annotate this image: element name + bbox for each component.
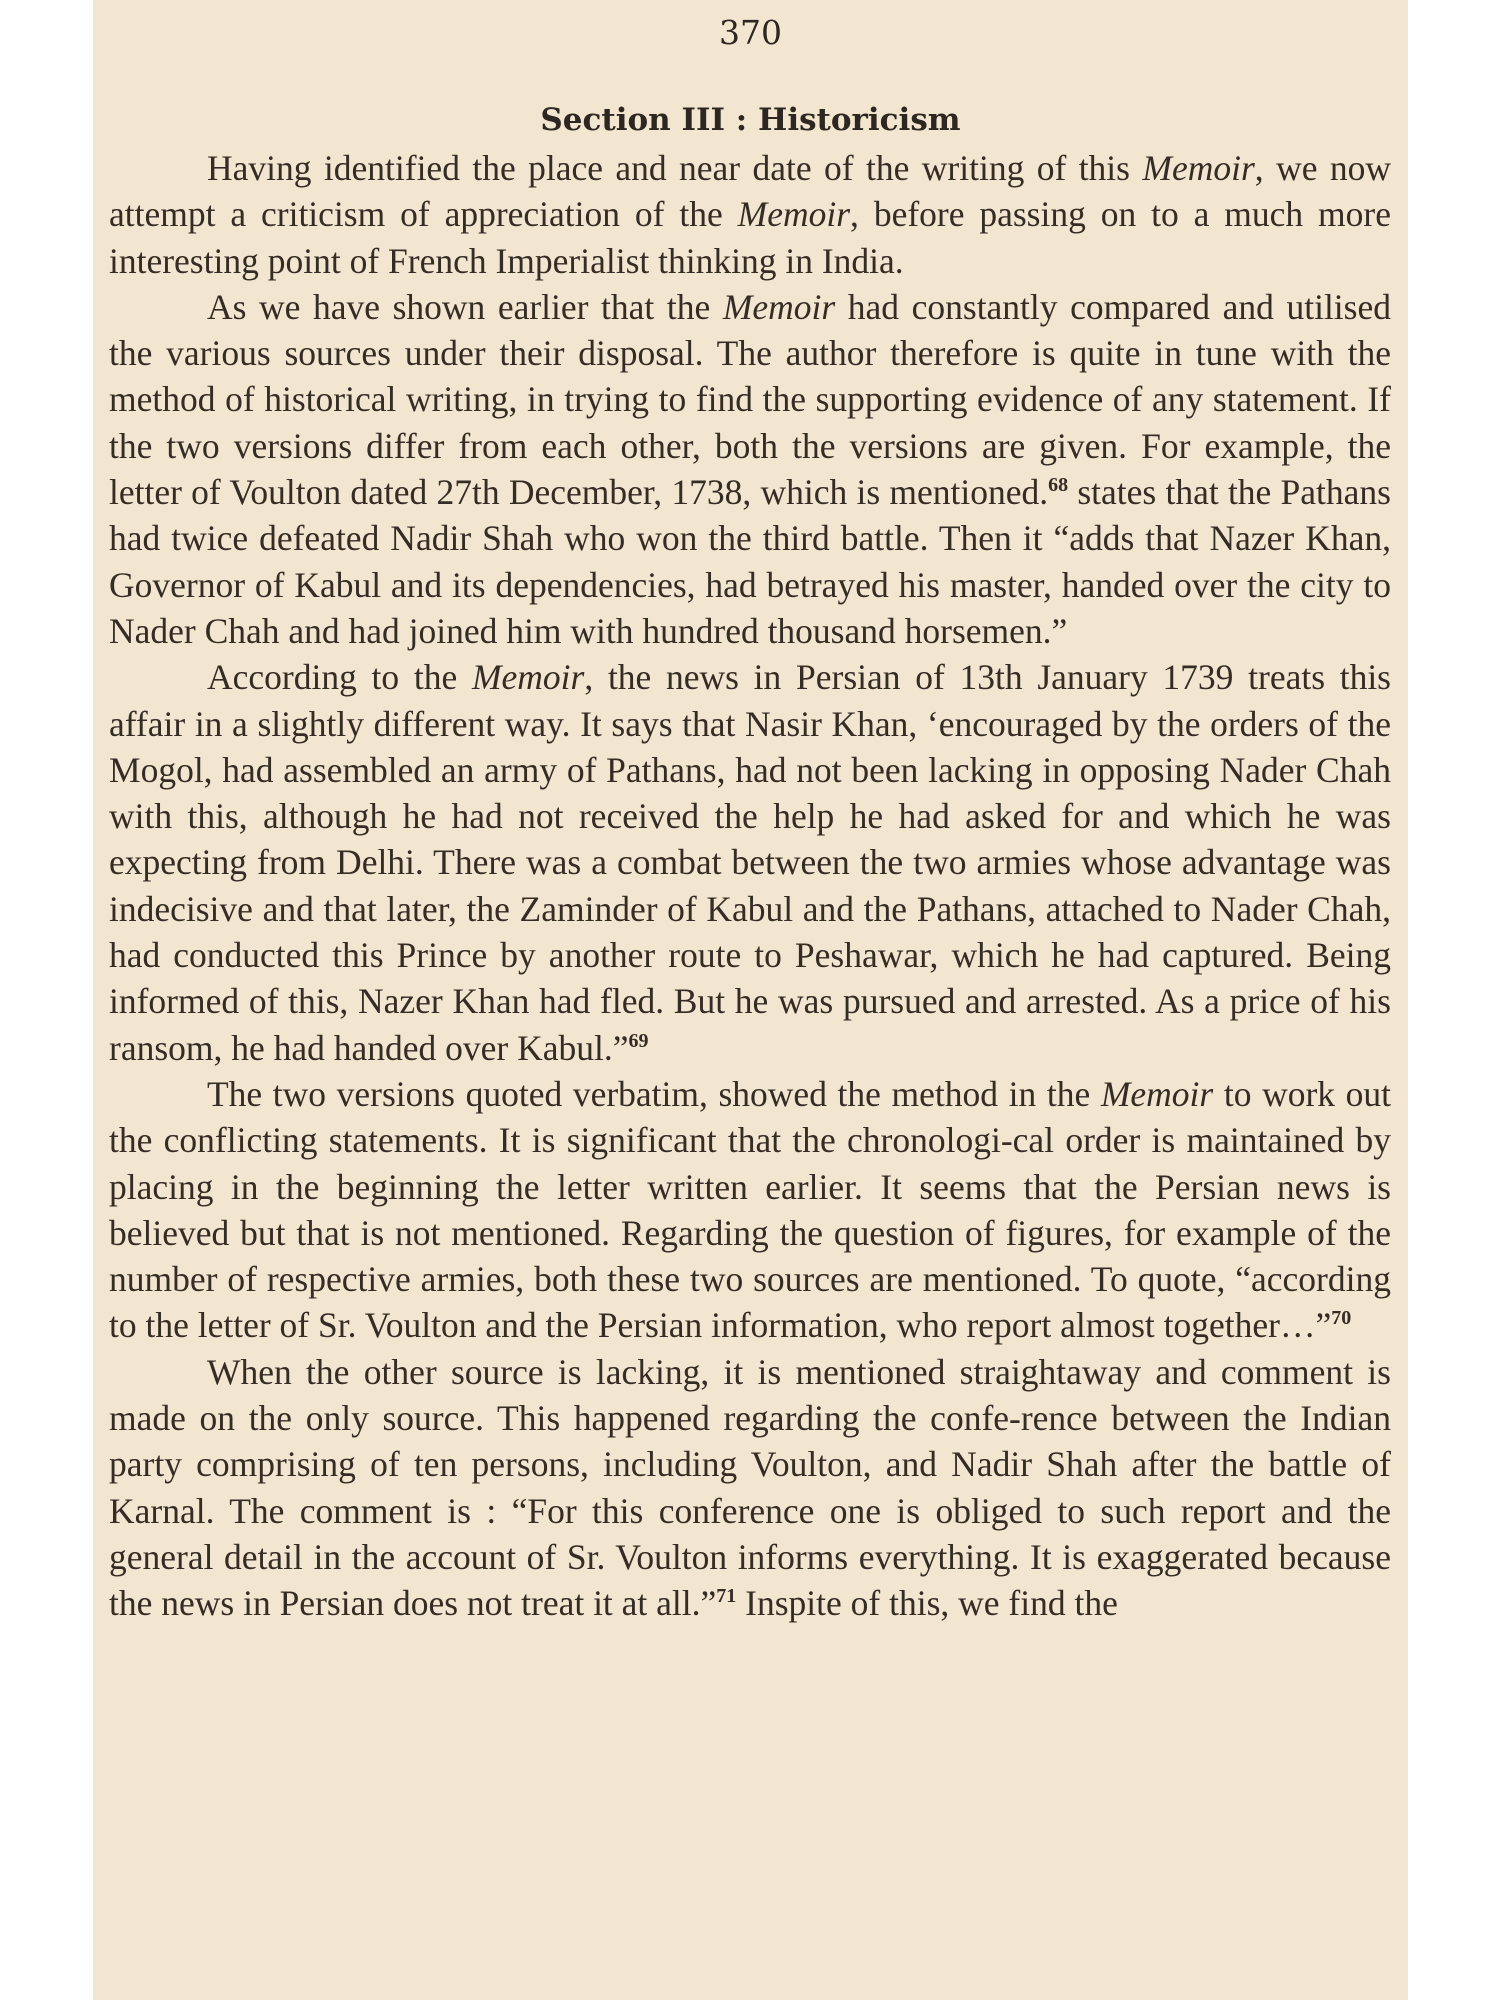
italic-title: Memoir [1100, 1073, 1214, 1114]
italic-title: Memoir [471, 657, 585, 698]
paragraph: According to the Memoir, the news in Persian of 13th January 1739 treats this affair in a slightly different way. It says that Nasir Khan, ‘encouraged by the orders of the Mogol, had assembled an army of Pathans, had not been lacking in opposing Nader Chah with this, although he had not received the help he had asked for and which he was expecting from Delhi. There was a combat between the two armies whose advantage was indecisive and that later, the Zaminder of Kabul and the Pathans, attached to Nader Chah, had conducted this Prince by another route to Peshawar, which he had captured. Being informed of this, Nazer Khan had fled. But he was pursued and arrested. As a price of his ransom, he had handed over Kabul.”$^{69}$ [109, 657, 1392, 1068]
paragraph: Having identified the place and near date of the writing of this Memoir, we now attempt a criticism of appreciation of the Memoir, before passing on to a much more interesting point of French Imperialist thinking in India. [109, 148, 1392, 281]
italic-title: Memoir [737, 194, 851, 235]
book-page [93, 0, 1408, 2000]
paragraph: As we have shown earlier that the Memoir had constantly compared and utilised the various sources under their disposal. The author therefore is quite in tune with the method of historical writing, in trying to find the supporting evidence of any statement. If the two versions differ from each other, both the versions are given. For example, the letter of Voulton dated 27th December, 1738, which is mentioned.$^{68}$ states that the Pathans had twice defeated Nadir Shah who won the third battle. Then it “adds that Nazer Khan, Governor of Kabul and its dependencies, had betrayed his master, handed over the city to Nader Chah and had joined him with hundred thousand horsemen.” [109, 286, 1391, 651]
footnote-ref: 68 [1048, 474, 1069, 497]
body-text [109, 145, 1391, 1627]
paragraph: The two versions quoted verbatim, showed the method in the Memoir to work out the conflicting statements. It is significant that the chronologi-cal order is maintained by placing in the beginning the letter written earlier. It seems that the Persian news is believed but that is not mentioned. Regarding the question of figures, for example of the number of respective armies, both these two sources are mentioned. To quote, “according to the letter of Sr. Voulton and the Persian information, who report almost together…”$^{70}$ [109, 1073, 1391, 1346]
page-number: 370 [719, 13, 782, 52]
italic-title: Memoir [1142, 148, 1255, 188]
paragraph: When the other source is lacking, it is mentioned straightaway and comment is made on the only source. This happened regarding the confe-rence between the Indian party comprising of ten persons, including Voulton, and Nadir Shah after the battle of Karnal. The comment is : “For this conference one is obliged to such report and the general detail in the account of Sr. Voulton informs everything. It is exaggerated because the news in Persian does not treat it at all.”$^{71}$ Inspite of this, we find the [109, 1351, 1391, 1624]
footnote-ref: 70 [1331, 1307, 1352, 1330]
section-title: Section III : Historicism [540, 102, 961, 138]
footnote-ref: 71 [716, 1585, 737, 1608]
footnote-ref: 69 [628, 1029, 649, 1052]
italic-title: Memoir [722, 286, 836, 327]
